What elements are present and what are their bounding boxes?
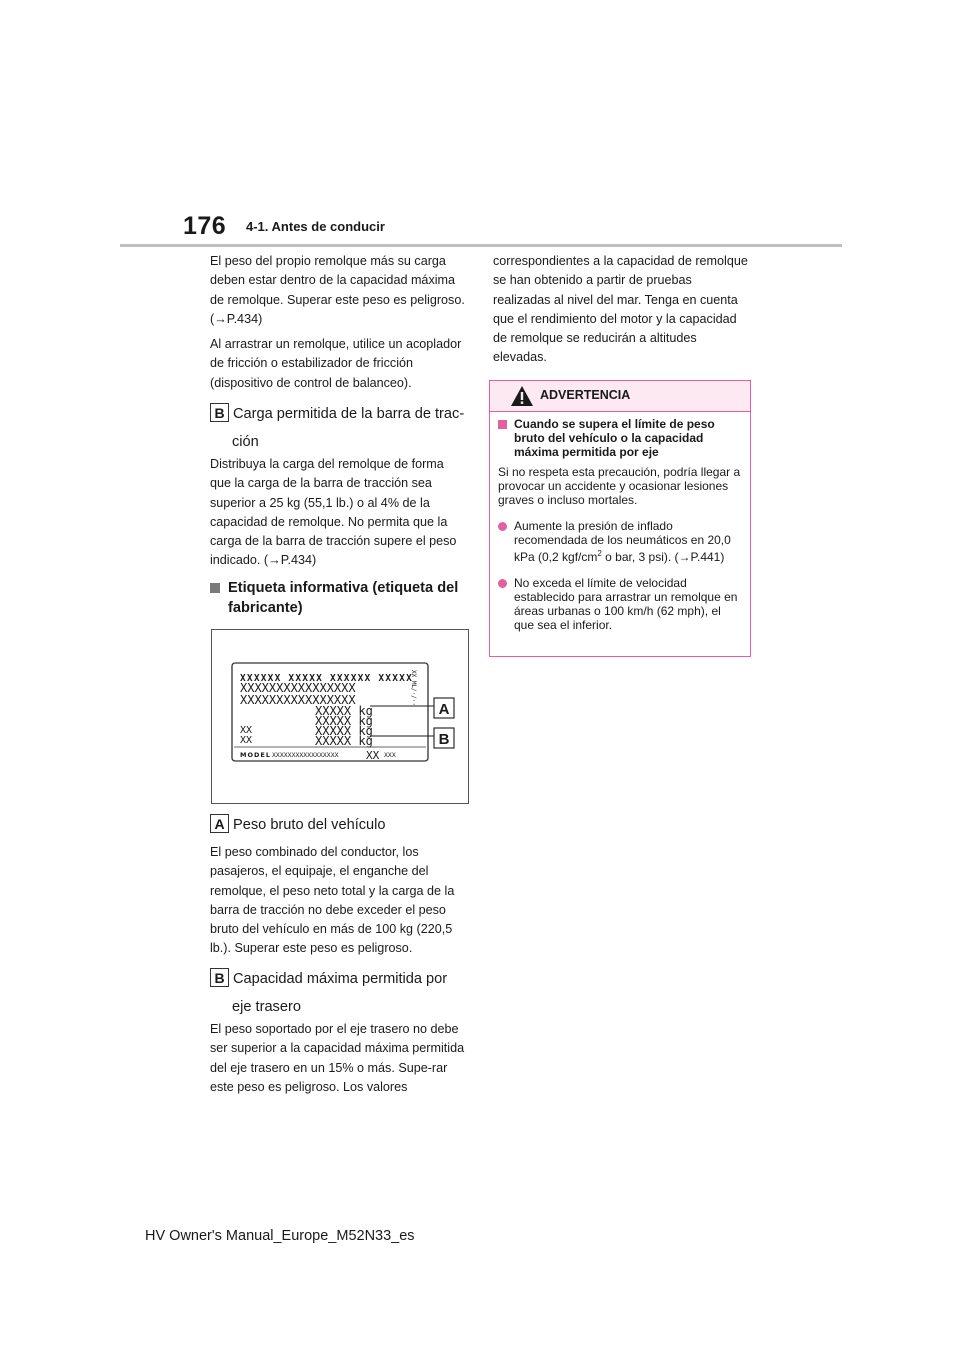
label-model: MODEL	[240, 751, 271, 759]
warning-content	[498, 417, 742, 632]
header-divider	[120, 244, 842, 247]
label-model-xx: XX	[366, 749, 380, 762]
footer-manual-id: HV Owner's Manual_Europe_M52N33_es	[145, 1228, 415, 1244]
label-kg-row-1: XXXXX kg	[315, 704, 373, 718]
warning-item-tire-part2: o bar, 3 psi). (→P.441)	[601, 550, 725, 564]
heading-info-label-text: Etiqueta informativa (etiqueta del fabricante)	[228, 580, 459, 616]
warning-item-speed-text: No exceda el límite de velocidad establecido para arrastrar un remolque en áreas urbanas o 100 km/h (62 mph), el que sea el inferior.	[514, 576, 738, 632]
callout-letter-b: B	[210, 403, 229, 422]
paragraph-friction-coupler: Al arrastrar un remolque, utilice un acoplador de fricción o estabilizador de fricción (dispositivo de control de balanceo).	[210, 337, 462, 390]
label-row-2: XXXXXXXXXXXXXXXX	[240, 681, 356, 695]
warning-title: ADVERTENCIA	[540, 388, 631, 402]
paragraph-gross-weight: El peso combinado del conductor, los pasajeros, el equipaje, el enganche del remolque, el peso neto total y la carga de la barra de tracción no debe exceder el peso bruto del vehículo en más de 100 kg (220,5 lb.). Superar este peso es peligroso.	[210, 845, 455, 956]
pink-dot-bullet-icon	[498, 579, 507, 588]
left-column-tongue	[210, 455, 468, 571]
warning-heading	[498, 417, 742, 459]
page-number: 176	[183, 212, 227, 240]
warning-item-tire-sup: 2	[597, 549, 602, 558]
pink-square-bullet-icon	[498, 420, 507, 429]
label-figure	[211, 629, 469, 804]
warning-intro: Si no respeta esta precaución, podría llegar a provocar un accidente y ocasionar lesiones graves o incluso mortales.	[498, 465, 741, 507]
paragraph-trailer-weight: El peso del propio remolque más su carga deben estar dentro de la capacidad máxima de remolque. Superar este peso es peligroso. (→P.434)	[210, 254, 465, 326]
callout-b: B	[438, 731, 450, 748]
left-column-gross	[210, 843, 468, 959]
label-row-1: XXXXXX XXXXX XXXXXX XXXXX	[240, 673, 413, 684]
callout-letter-b-2: B	[210, 968, 229, 987]
paragraph-rear-axle: El peso soportado por el eje trasero no debe ser superior a la capacidad máxima permitida del eje trasero en un 15% o más. Supe-rar este peso es peligroso. Los valores	[210, 1022, 465, 1094]
warning-header	[490, 381, 750, 412]
right-column-top	[493, 252, 751, 368]
paragraph-towing-values: correspondientes a la capacidad de remolque se han obtenido a partir de pruebas realizadas al nivel del mar. Tenga en cuenta que el rendimiento del motor y la capacidad de remolque se reducirán a altitudes elevadas.	[493, 254, 748, 365]
heading-rear-axle	[210, 965, 468, 1021]
heading-rear-axle-line1: Capacidad máxima permitida por	[233, 971, 448, 987]
heading-tongue-load	[210, 400, 468, 456]
label-xx-left-1: XX	[240, 725, 253, 736]
warning-item-speed	[498, 576, 742, 632]
heading-info-label	[210, 578, 486, 618]
label-illustration	[212, 630, 468, 803]
left-column-axle	[210, 1020, 468, 1097]
heading-gross-weight	[210, 811, 468, 839]
warning-triangle-icon	[510, 385, 534, 407]
square-bullet-icon	[210, 583, 220, 593]
warning-heading-text: Cuando se supera el límite de peso bruto del vehículo o la capacidad máxima permitida por eje	[514, 417, 715, 459]
heading-tongue-load-line1: Carga permitida de la barra de trac-	[233, 406, 465, 422]
warning-item-tire	[498, 519, 742, 564]
label-model-value: XXXXXXXXXXXXXXXXX	[272, 751, 339, 759]
warning-box	[489, 380, 751, 657]
heading-tongue-load-line2: ción	[232, 434, 259, 450]
section-title: 4-1. Antes de conducir	[246, 219, 385, 234]
pink-dot-bullet-icon	[498, 522, 507, 531]
heading-rear-axle-line2: eje trasero	[232, 999, 301, 1015]
heading-gross-weight-text: Peso bruto del vehículo	[233, 817, 386, 833]
left-column-top	[210, 252, 468, 393]
label-row-3: XXXXXXXXXXXXXXXX	[240, 693, 356, 707]
label-model-tail: XXX	[384, 751, 396, 759]
warning-item-tire-part1: Aumente la presión de inflado recomendada de los neumáticos en 20,0 kPa (0,2 kgf/cm	[514, 519, 731, 564]
callout-a: A	[438, 701, 450, 718]
label-kg-row-4: XXXXX kg	[315, 734, 373, 748]
paragraph-tongue-load: Distribuya la carga del remolque de forma que la carga de la barra de tracción sea superior a 25 kg (55,1 lb.) o al 4% de la capacidad de remolque. No permita que la carga de la barra de tracción supere el peso indicado. (→P.434)	[210, 457, 457, 568]
callout-letter-a: A	[210, 814, 229, 833]
label-kg-row-2: XXXXX kg	[315, 714, 373, 728]
label-side-right: XX ML/·/··	[410, 670, 417, 707]
label-kg-row-3: XXXXX kg	[315, 724, 373, 738]
label-xx-left-2: XX	[240, 735, 253, 746]
